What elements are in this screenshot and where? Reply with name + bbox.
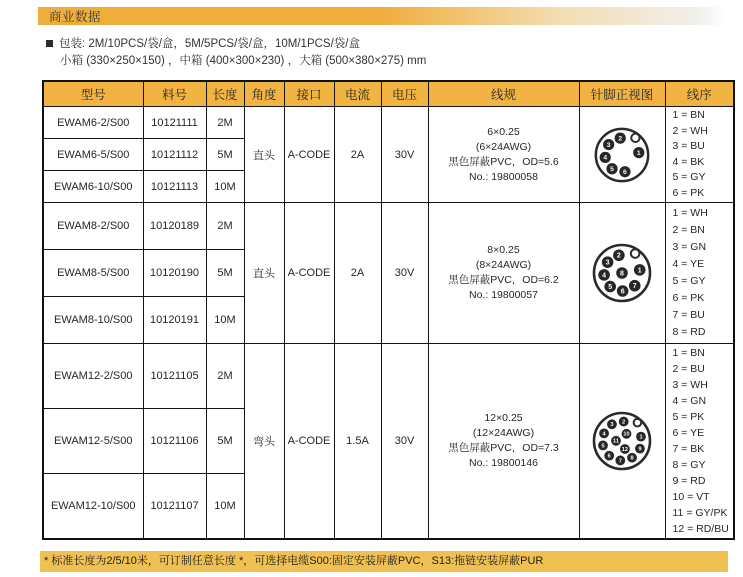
part-no-cell: 10121112 [143, 139, 206, 171]
part-no-cell: 10121111 [143, 107, 206, 139]
wire-order-line: 6 = YE [672, 427, 705, 439]
wire-order-cell [665, 203, 734, 344]
svg-text:3: 3 [605, 259, 610, 267]
svg-text:3: 3 [610, 422, 614, 429]
length-cell: 2M [206, 203, 244, 250]
length-cell: 5M [206, 409, 244, 474]
connector-pin-diagram [590, 409, 654, 473]
model-cell: EWAM8-10/S00 [43, 297, 143, 344]
svg-text:10: 10 [623, 431, 630, 438]
svg-text:8: 8 [620, 270, 624, 278]
wire-order-line: 4 = GN [672, 395, 707, 407]
column-header: 电压 [381, 81, 428, 107]
part-no-cell: 10121107 [143, 474, 206, 540]
interface-cell: A-CODE [284, 203, 334, 344]
svg-text:5: 5 [601, 443, 605, 450]
part-no-cell: 10121106 [143, 409, 206, 474]
angle-cell: 弯头 [244, 344, 284, 540]
wire-order-line: 11 = GY/PK [672, 507, 728, 519]
column-header: 接口 [284, 81, 334, 107]
svg-text:4: 4 [603, 154, 608, 162]
wire-spec-line: 12×0.25 [484, 412, 523, 424]
svg-text:1: 1 [639, 434, 643, 441]
svg-text:11: 11 [613, 438, 619, 445]
svg-text:7: 7 [618, 458, 622, 465]
svg-text:9: 9 [638, 446, 642, 453]
svg-text:6: 6 [623, 168, 627, 176]
wire-order-line: 3 = BU [672, 140, 705, 152]
wire-order-line: 5 = GY [672, 275, 706, 287]
model-cell: EWAM12-5/S00 [43, 409, 143, 474]
header-row [43, 81, 734, 107]
column-header: 针脚正视图 [579, 81, 665, 107]
svg-text:4: 4 [602, 431, 606, 438]
wire-order-line: 8 = GY [672, 459, 706, 471]
voltage-cell: 30V [381, 107, 428, 203]
model-cell: EWAM6-5/S00 [43, 139, 143, 171]
wire-spec-line: 黑色屏蔽PVC，OD=7.3 [448, 442, 559, 454]
wire-spec-line: 8×0.25 [487, 244, 520, 256]
svg-text:1: 1 [637, 267, 642, 275]
model-cell: EWAM6-10/S00 [43, 171, 143, 203]
wire-order-line: 3 = WH [672, 379, 708, 391]
part-no-cell: 10121105 [143, 344, 206, 409]
svg-text:2: 2 [622, 419, 626, 426]
part-no-cell: 10120190 [143, 250, 206, 297]
wire-spec-line: 6×0.25 [487, 125, 520, 138]
model-cell: EWAM12-2/S00 [43, 344, 143, 409]
wire-order-line: 10 = VT [672, 491, 710, 503]
wire-spec-line: No.: 19800057 [469, 289, 538, 301]
packaging-line-1 [46, 36, 426, 53]
interface-cell: A-CODE [284, 107, 334, 203]
svg-text:7: 7 [632, 283, 637, 291]
length-cell: 5M [206, 250, 244, 297]
wire-spec-line: 黑色屏蔽PVC，OD=5.6 [448, 155, 559, 168]
wire-spec-line: No.: 19800058 [469, 170, 538, 183]
table-row [43, 107, 734, 139]
wire-spec-line: (12×24AWG) [472, 427, 535, 439]
current-cell: 2A [334, 107, 381, 203]
angle-cell: 直头 [244, 107, 284, 203]
wire-order-line: 6 = PK [672, 292, 705, 304]
column-header: 线序 [665, 81, 734, 107]
svg-text:2: 2 [618, 134, 623, 142]
product-spec-table [42, 80, 735, 540]
current-cell: 2A [334, 203, 381, 344]
column-header: 型号 [43, 81, 143, 107]
wire-spec-line: No.: 19800146 [469, 457, 538, 469]
svg-text:5: 5 [608, 283, 613, 291]
packaging-info [46, 36, 426, 69]
wire-order-line: 5 = GY [672, 171, 706, 183]
svg-text:3: 3 [606, 141, 611, 149]
angle-cell: 直头 [244, 203, 284, 344]
part-no-cell: 10120189 [143, 203, 206, 250]
current-cell: 1.5A [334, 344, 381, 540]
svg-text:8: 8 [630, 455, 634, 462]
wire-order-line: 12 = RD/BU [672, 523, 729, 535]
wire-order-line: 1 = BN [672, 347, 705, 359]
pin-front-view-cell [579, 344, 665, 540]
length-cell: 10M [206, 297, 244, 344]
table-row [43, 344, 734, 409]
wire-order-line: 7 = BU [672, 309, 705, 321]
column-header: 料号 [143, 81, 206, 107]
pin-front-view-cell [579, 203, 665, 344]
length-cell: 10M [206, 171, 244, 203]
wire-spec-cell [428, 344, 579, 540]
voltage-cell: 30V [381, 344, 428, 540]
svg-text:6: 6 [607, 453, 611, 460]
wire-spec-line: (6×24AWG) [475, 140, 532, 153]
column-header: 线规 [428, 81, 579, 107]
model-cell: EWAM12-10/S00 [43, 474, 143, 540]
connector-pin-diagram [591, 124, 653, 186]
length-cell: 10M [206, 474, 244, 540]
svg-text:2: 2 [616, 252, 621, 260]
wire-spec-line: (8×24AWG) [475, 259, 532, 271]
wire-spec-cell [428, 107, 579, 203]
wire-order-cell [665, 107, 734, 203]
section-title: 商业数据 [49, 10, 102, 24]
wire-order-line: 1 = WH [672, 207, 708, 219]
wire-order-line: 3 = GN [672, 241, 707, 253]
svg-text:5: 5 [610, 165, 614, 173]
wire-order-line: 4 = YE [672, 258, 705, 270]
part-no-cell: 10120191 [143, 297, 206, 344]
section-header-bar [38, 7, 725, 25]
length-cell: 5M [206, 139, 244, 171]
length-cell: 2M [206, 107, 244, 139]
svg-text:1: 1 [636, 149, 641, 157]
model-cell: EWAM8-2/S00 [43, 203, 143, 250]
wire-order-line: 6 = PK [672, 186, 705, 199]
footnote-bar: * 标准长度为2/5/10米，可订制任意长度 *，可选择电缆S00:固定安装屏蔽PVC，S13:拖链安装屏蔽PUR [40, 551, 728, 572]
svg-text:6: 6 [620, 288, 625, 296]
connector-pin-diagram [590, 241, 654, 305]
wire-order-line: 8 = RD [672, 326, 706, 338]
wire-order-cell [665, 344, 734, 540]
wire-order-line: 9 = RD [672, 475, 706, 487]
length-cell: 2M [206, 344, 244, 409]
voltage-cell: 30V [381, 203, 428, 344]
packaging-line-2: 小箱 (330×250×150) ，中箱 (400×300×230) ，大箱 (500×380×275) mm [60, 54, 427, 67]
column-header: 电流 [334, 81, 381, 107]
wire-spec-line: 黑色屏蔽PVC，OD=6.2 [448, 274, 559, 286]
wire-order-line: 7 = BK [672, 443, 705, 455]
part-no-cell: 10121113 [143, 171, 206, 203]
wire-order-line: 4 = BK [672, 155, 705, 168]
model-cell: EWAM8-5/S00 [43, 250, 143, 297]
pin-front-view-cell [579, 107, 665, 203]
interface-cell: A-CODE [284, 344, 334, 540]
wire-order-line: 2 = WH [672, 124, 708, 137]
wire-order-line: 1 = BN [672, 109, 705, 121]
packaging-text-1: 包装: 2M/10PCS/袋/盒，5M/5PCS/袋/盒，10M/1PCS/袋/盒 [59, 38, 360, 50]
wire-order-line: 5 = PK [672, 411, 705, 423]
column-header: 角度 [244, 81, 284, 107]
wire-spec-cell [428, 203, 579, 344]
wire-order-line: 2 = BU [672, 363, 705, 375]
wire-order-line: 2 = BN [672, 224, 705, 236]
bullet-square-icon [46, 40, 53, 47]
svg-text:12: 12 [621, 446, 629, 453]
svg-text:4: 4 [602, 272, 607, 280]
model-cell: EWAM6-2/S00 [43, 107, 143, 139]
column-header: 长度 [206, 81, 244, 107]
table-row [43, 203, 734, 250]
